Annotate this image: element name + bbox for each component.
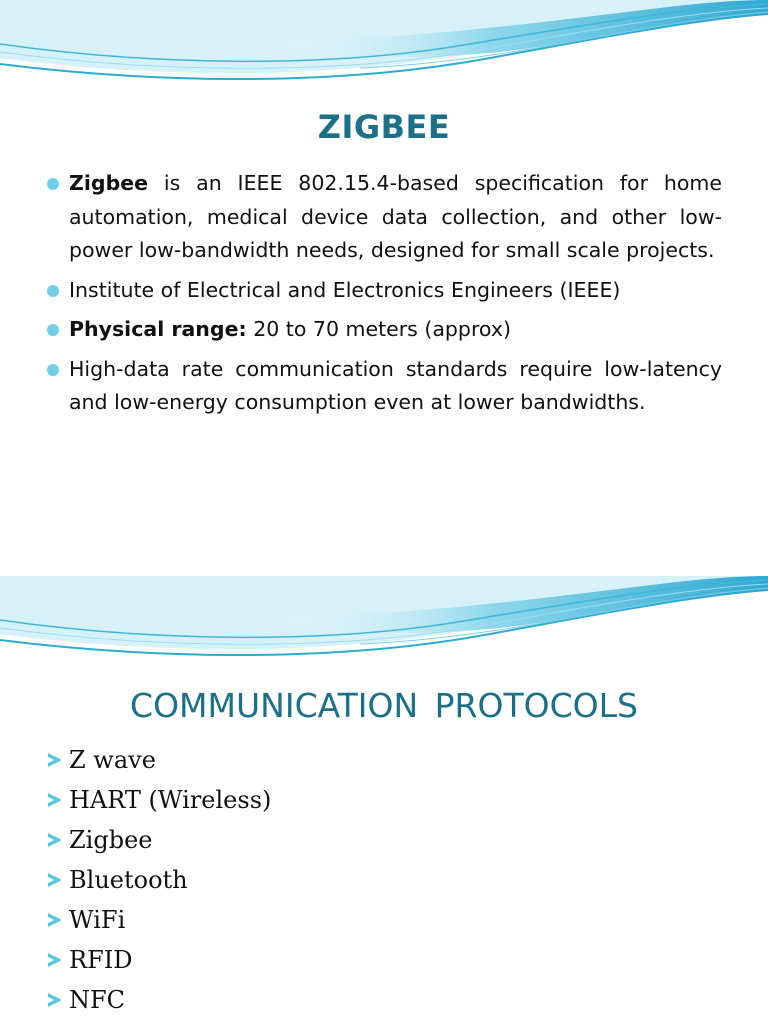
bullet-dot-icon	[47, 364, 59, 376]
protocol-list	[48, 740, 271, 1020]
bullet-text: is an IEEE 802.15.4-based specification for home automation, medical device data collection, and other low-power low-bandwidth needs, designed for small scale projects.	[69, 171, 722, 262]
protocol-item	[48, 820, 271, 860]
arrow-bullet-icon	[48, 873, 62, 887]
arrow-bullet-icon	[48, 753, 62, 767]
protocol-item	[48, 900, 271, 940]
protocol-label: Z wave	[69, 746, 156, 774]
bullet-bold-text: Zigbee	[69, 171, 149, 195]
header-wave-decoration	[0, 0, 768, 90]
bullet-item	[47, 353, 722, 420]
bullet-list	[47, 167, 722, 426]
slide-title: COMMUNICATION PROTOCOLS	[130, 686, 638, 725]
protocol-label: Bluetooth	[69, 866, 188, 894]
bullet-dot-icon	[47, 324, 59, 336]
bullet-text: 20 to 70 meters (approx)	[246, 317, 511, 341]
bullet-dot-icon	[47, 285, 59, 297]
protocol-label: Zigbee	[69, 826, 153, 854]
bullet-item	[47, 167, 722, 268]
bullet-dot-icon	[47, 178, 59, 190]
arrow-bullet-icon	[48, 993, 62, 1007]
slide-communication-protocols	[0, 576, 768, 1024]
arrow-bullet-icon	[48, 913, 62, 927]
slide-title: ZIGBEE	[317, 108, 451, 146]
bullet-text: High-data rate communication standards require low-latency and low-energy consumption even at lower bandwidths.	[69, 356, 722, 414]
bullet-bold-text: Physical range:	[69, 317, 247, 341]
protocol-item	[48, 860, 271, 900]
arrow-bullet-icon	[48, 953, 62, 967]
protocol-item	[48, 780, 271, 820]
protocol-item	[48, 980, 271, 1020]
bullet-text: Institute of Electrical and Electronics Engineers (IEEE)	[69, 277, 621, 302]
protocol-label: RFID	[69, 946, 133, 974]
protocol-label: NFC	[69, 986, 126, 1014]
protocol-label: WiFi	[69, 906, 126, 934]
arrow-bullet-icon	[48, 833, 62, 847]
protocol-item	[48, 740, 271, 780]
bullet-item	[47, 313, 722, 347]
arrow-bullet-icon	[48, 793, 62, 807]
protocol-label: HART (Wireless)	[69, 786, 272, 814]
bullet-item	[47, 274, 722, 308]
protocol-item	[48, 940, 271, 980]
header-wave-decoration	[0, 576, 768, 666]
